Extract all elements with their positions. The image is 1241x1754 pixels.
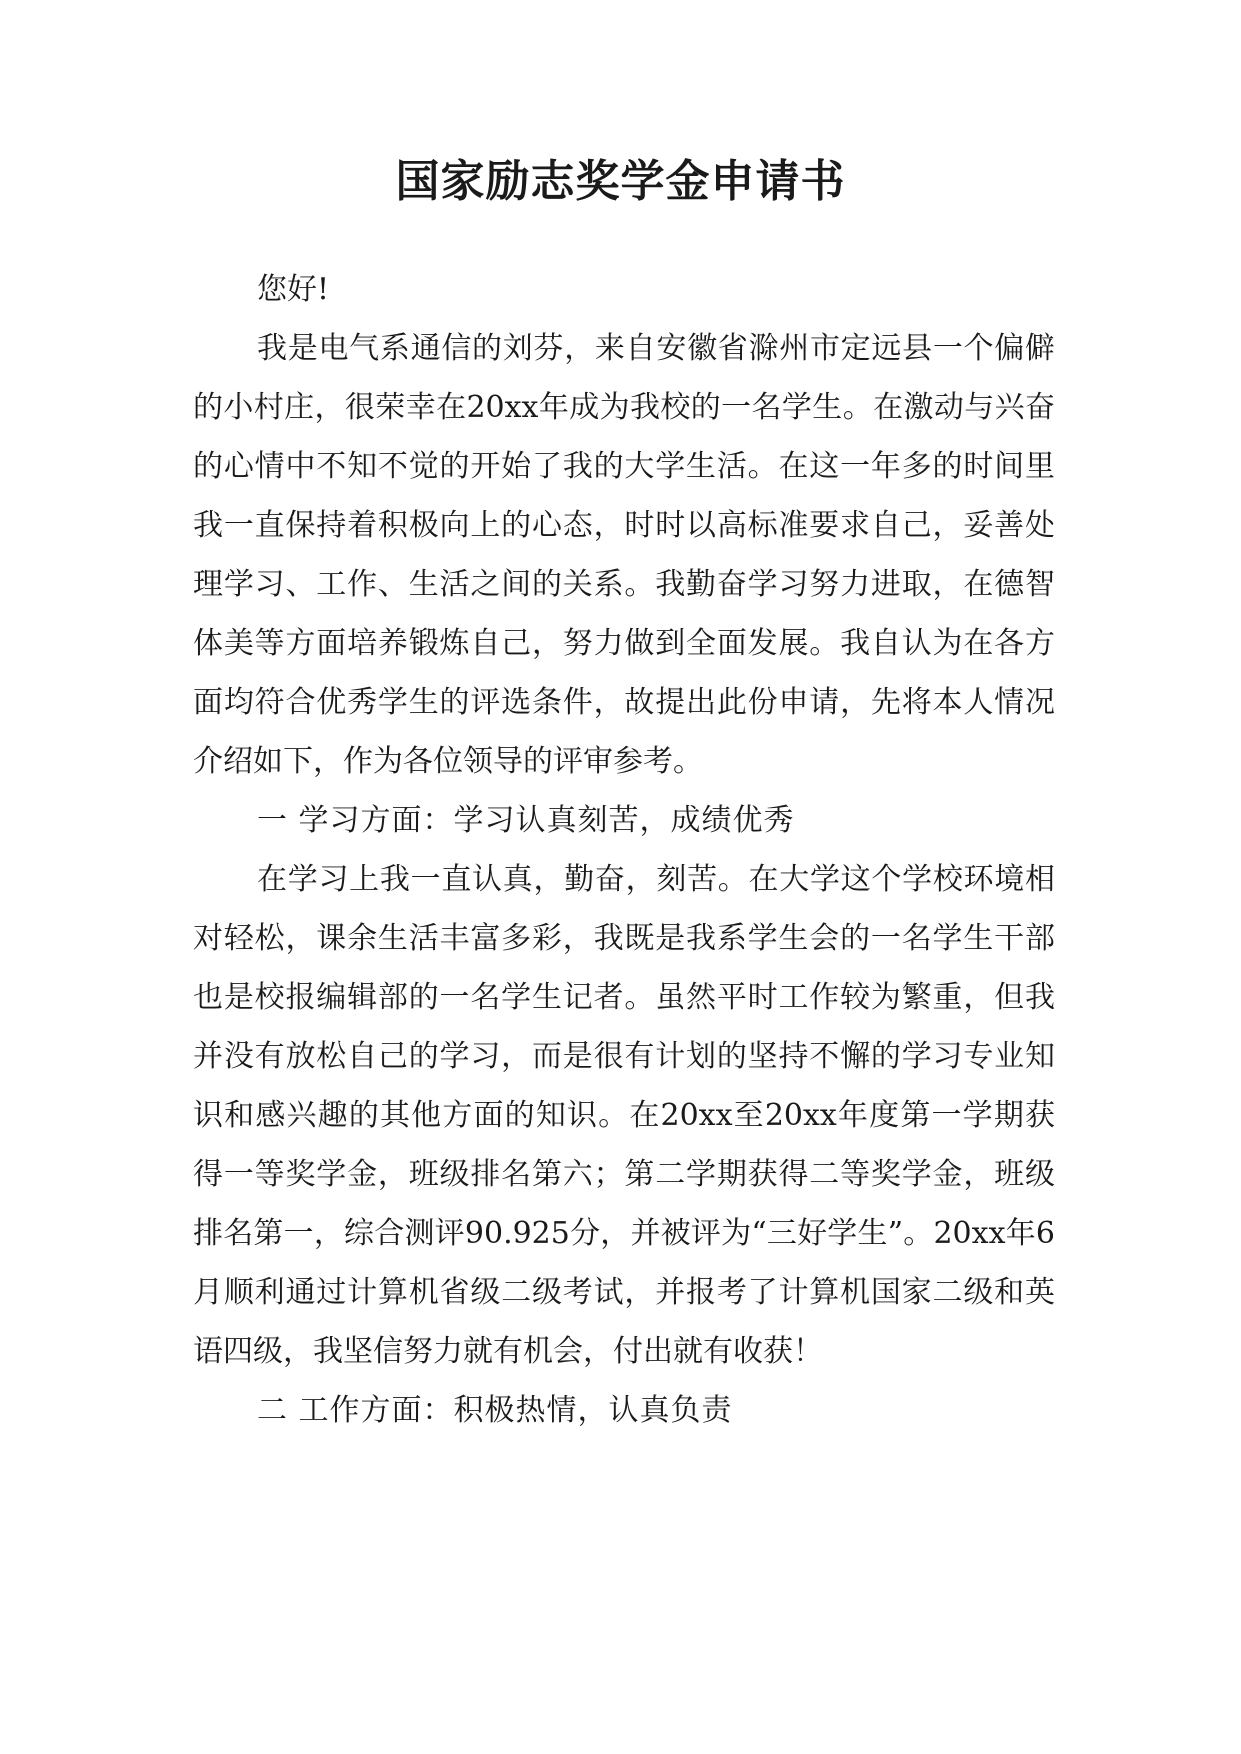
intro-paragraph: 我是电气系通信的刘芬，来自安徽省滁州市定远县一个偏僻的小村庄，很荣幸在20xx年成为我校的一名学生。在激动与兴奋的心情中不知不觉的开始了我的大学生活。在这一年多的时间里我一直保持着积极向上的心态，时时以高标准要求自己，妥善处理学习、工作、生活之间的关系。我勤奋学习努力进取，在德智体美等方面培养锻炼自己，努力做到全面发展。我自认为在各方面均符合优秀学生的评选条件，故提出此份申请，先将本人情况介绍如下，作为各位领导的评审参考。 bbox=[193, 331, 1055, 779]
document-title: 国家励志奖学金申请书 bbox=[395, 156, 846, 207]
section-heading-study: 一 学习方面：学习认真刻苦，成绩优秀 bbox=[257, 803, 795, 838]
greeting: 您好! bbox=[257, 272, 330, 307]
section-heading-work: 二 工作方面：积极热情，认真负责 bbox=[257, 1393, 733, 1428]
study-paragraph: 在学习上我一直认真，勤奋，刻苦。在大学这个学校环境相对轻松，课余生活丰富多彩，我既是我系学生会的一名学生干部也是校报编辑部的一名学生记者。虽然平时工作较为繁重，但我并没有放松自己的学习，而是很有计划的坚持不懈的学习专业知识和感兴趣的其他方面的知识。在20xx至20xx年度第一学期获得一等奖学金，班级排名第六；第二学期获得二等奖学金，班级排名第一，综合测评90.925分，并被评为“三好学生”。20xx年6月顺利通过计算机省级二级考试，并报考了计算机国家二级和英语四级，我坚信努力就有机会，付出就有收获！ bbox=[193, 862, 1055, 1369]
document-body bbox=[193, 260, 1055, 1440]
